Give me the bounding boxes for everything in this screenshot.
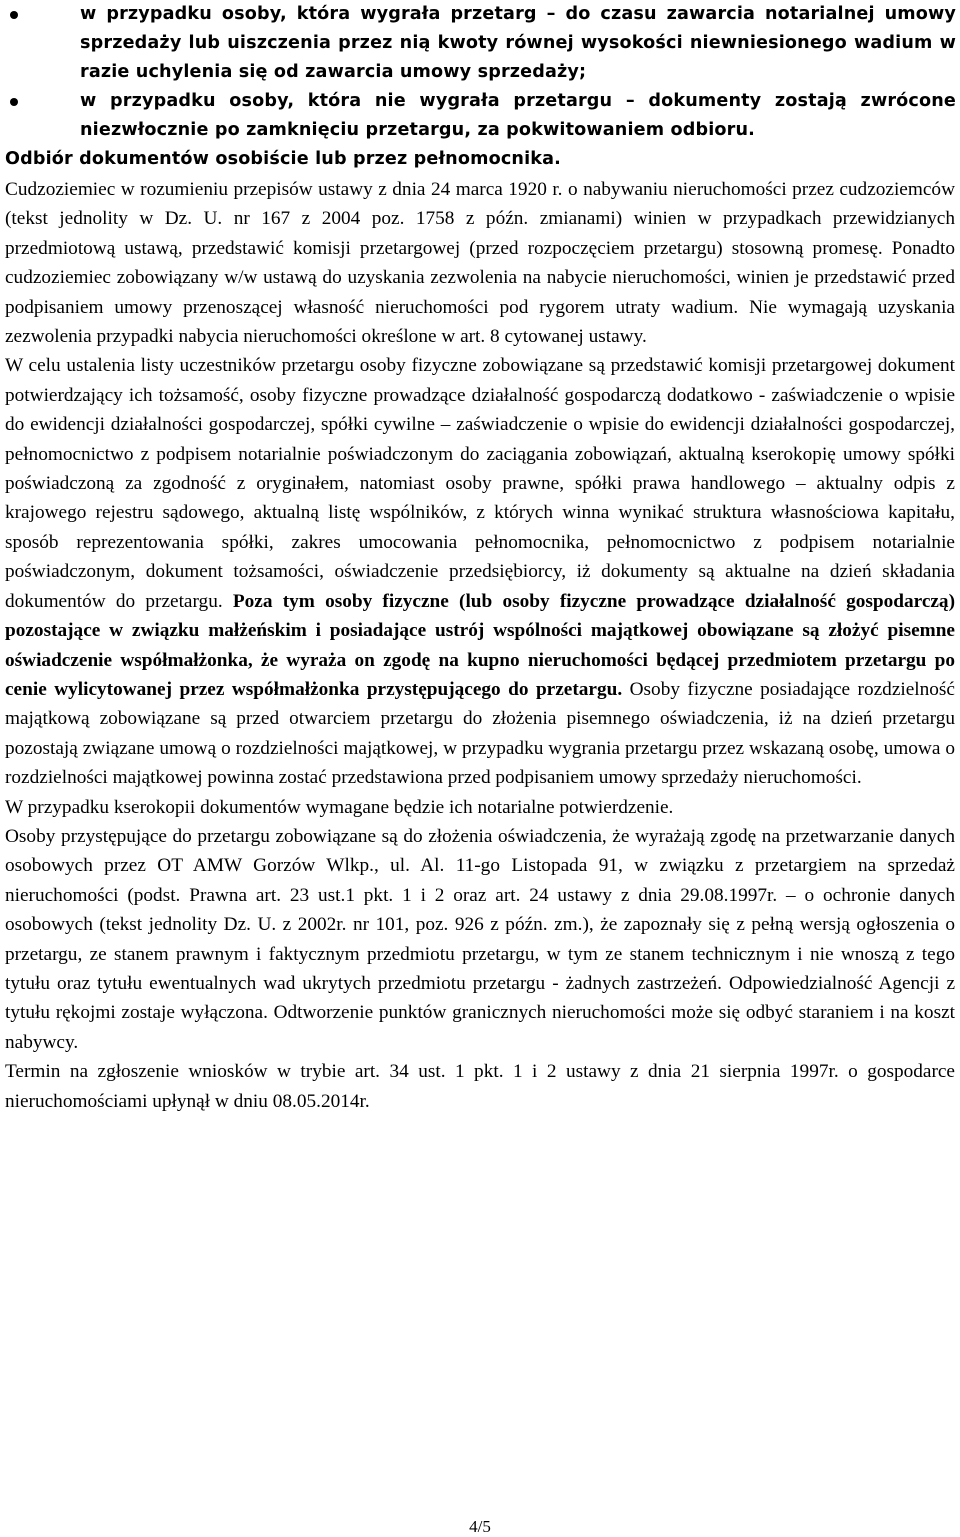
bullet-icon	[10, 98, 18, 106]
participants-paragraph	[5, 351, 955, 792]
pickup-note: Odbiór dokumentów osobiście lub przez pełnomocnika.	[5, 149, 561, 169]
foreigner-paragraph: Cudzoziemiec w rozumieniu przepisów ustawy z dnia 24 marca 1920 r. o nabywaniu nieruchomości przez cudzoziemców (tekst jednolity w Dz. U. nr 167 z 2004 poz. 1758 z późn. zmianami) winien w przypadkach przewidzianych przedmiotową ustawą, przedstawić komisji przetargowej (przed rozpoczęciem przetargu) stosowną promesę. Ponadto cudzoziemiec zobowiązany w/w ustawą do uzyskania zezwolenia na nabycie nieruchomości, winien je przedstawić przed podpisaniem umowy przenoszącej własność nieruchomości pod rygorem utraty wadium. Nie wymagają uzyskania zezwolenia przypadki nabycia nieruchomości określone w art. 8 cytowanej ustawy.	[5, 179, 955, 348]
property-separation-text: Osoby fizyczne posiadające rozdzielność majątkową zobowiązane są przed otwarciem przetargu do złożenia pisemnego oświadczenia, iż na dzień przetargu pozostają związane umową o rozdzielności majątkowej, w przypadku wygrania przetargu przez wskazaną osobę, umowa o rozdzielności majątkowej powinna zostać przedstawiona przed podpisaniem umowy sprzedaży nieruchomości.	[5, 678, 955, 789]
bullet-icon	[10, 11, 18, 19]
bullet-item	[40, 0, 956, 87]
deadline-paragraph: Termin na zgłoszenie wniosków w trybie art. 34 ust. 1 pkt. 1 i 2 ustawy z dnia 21 sierpnia 1997r. o gospodarce nieruchomościami upłynął w dniu 08.05.2014r.	[5, 1061, 955, 1112]
participants-regular-text: W celu ustalenia listy uczestników przetargu osoby fizyczne zobowiązane są przedstawić komisji przetargowej dokument potwierdzający ich tożsamość, osoby fizyczne prowadzące działalność gospodarczą dodatkowo - zaświadczenie o wpisie do ewidencji działalności gospodarczej, spółki cywilne – zaświadczenie o wpisie do ewidencji działalności gospodarczej, pełnomocnictwo z podpisem notarialnie poświadczonym do zaciągania zobowiązań, aktualną kserokopię umowy spółki poświadczoną za zgodność z oryginałem, natomiast osoby prawne, spółki prawa handlowego – aktualny odpis z krajowego rejestru sądowego, aktualną listę wspólników, z których winna wynikać struktura własnościowa kapitału, sposób reprezentowania spółki, zakres umocowania pełnomocnika, pełnomocnictwo z podpisem notarialnie poświadczonym, dokument tożsamości, oświadczenie przedsiębiorcy, iż dokumenty są aktualne na dzień składania dokumentów do przetargu.	[5, 355, 955, 612]
bullet-text: w przypadku osoby, która wygrała przetarg – do czasu zawarcia notarialnej umowy sprzedaży lub uiszczenia przez nią kwoty równej wysokości niewniesionego wadium w razie uchylenia się od zawarcia umowy sprzedaży;	[80, 4, 956, 82]
bullet-text: w przypadku osoby, która nie wygrała przetargu – dokumenty zostają zwrócone niezwłocznie po zamknięciu przetargu, za pokwitowaniem odbioru.	[80, 91, 956, 140]
page-number: 4/5	[469, 1517, 491, 1536]
body-text	[5, 175, 955, 1116]
bullet-item	[40, 87, 956, 145]
bullet-list	[40, 0, 956, 145]
copies-paragraph: W przypadku kserokopii dokumentów wymagane będzie ich notarialne potwierdzenie.	[5, 796, 674, 818]
consent-paragraph: Osoby przystępujące do przetargu zobowiązane są do złożenia oświadczenia, że wyrażają zgodę na przetwarzanie danych osobowych przez OT AMW Gorzów Wlkp., ul. Al. 11-go Listopada 91, w związku z przetargiem na sprzedaż nieruchomości (podst. Prawna art. 23 ust.1 pkt. 1 i 2 oraz art. 24 ustawy z dnia 29.08.1997r. – o ochronie danych osobowych (tekst jednolity Dz. U. z 2002r. nr 101, poz. 926 z późn. zm.), że zapoznały się z pełną wersją ogłoszenia o przetargu, ze stanem prawnym i faktycznym przedmiotu przetargu, w tym ze stanem technicznym i nie wnoszą z tego tytułu oraz tytułu ewentualnych wad ukrytych przedmiotu przetargu - żadnych zastrzeżeń. Odpowiedzialność Agencji z tytułu rękojmi zostaje wyłączona. Odtworzenie punktów granicznych nieruchomości może się odbyć staraniem i na koszt nabywcy.	[5, 825, 955, 1053]
spouse-consent-bold-text: Poza tym osoby fizyczne (lub osoby fizyczne prowadzące działalność gospodarczą) pozostające w związku małżeńskim i posiadające ustrój wspólności majątkowej obowiązane są złożyć pisemne oświadczenie współmałżonka, że wyraża on zgodę na kupno nieruchomości będącej przedmiotem przetargu po cenie wylicytowanej przez współmałżonka przystępującego do przetargu.	[5, 590, 955, 700]
